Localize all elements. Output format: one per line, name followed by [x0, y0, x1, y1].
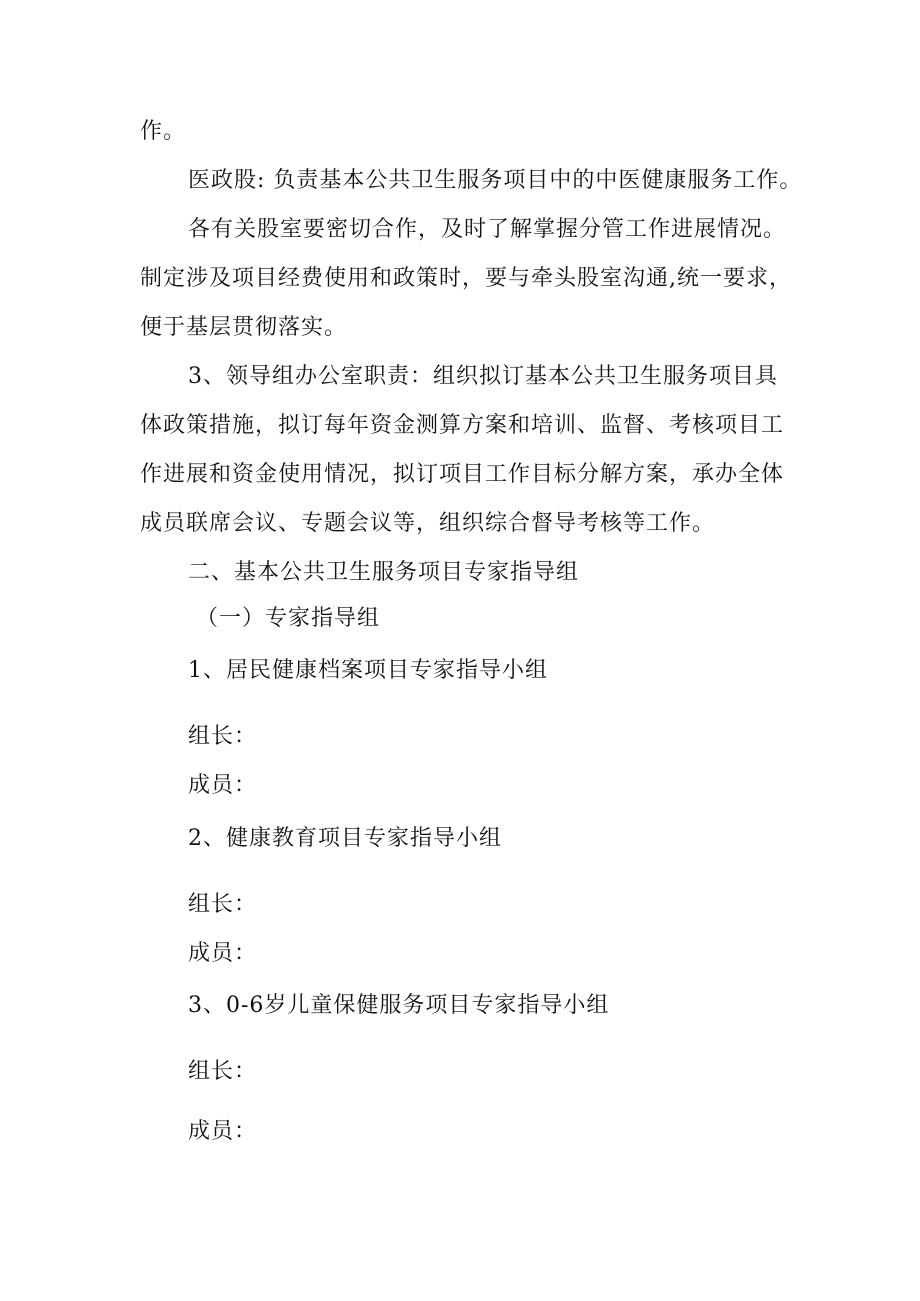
leader-label: 组长：: [188, 724, 258, 749]
leader-label: 组长：: [188, 1059, 258, 1084]
paragraph-line: 作进展和资金使用情况，拟订项目工作目标分解方案，承办全体: [140, 462, 785, 487]
members-label: 成员：: [188, 773, 258, 798]
paragraph-line: 各有关股室要密切合作，及时了解掌握分管工作进展情况。: [188, 217, 787, 242]
paragraph-line: 医政股: 负责基本公共卫生服务项目中的中医健康服务工作。: [188, 168, 803, 193]
paragraph-line: 便于基层贯彻落实。: [140, 315, 348, 340]
members-label: 成员：: [188, 1119, 258, 1144]
paragraph-line: 成员联席会议、专题会议等，组织综合督导考核等工作。: [140, 511, 716, 536]
group-heading: 3、0-6岁儿童保健服务项目专家指导小组: [188, 993, 610, 1018]
paragraph-line: 3、领导组办公室职责：组织拟订基本公共卫生服务项目具: [188, 364, 778, 389]
subsection-heading: （一）专家指导组: [196, 606, 381, 631]
paragraph-line: 制定涉及项目经费使用和政策时，要与牵头股室沟通,统一要求，: [140, 266, 792, 291]
paragraph-line: 作。: [140, 119, 187, 144]
members-label: 成员：: [188, 941, 258, 966]
leader-label: 组长：: [188, 892, 258, 917]
section-heading: 二、基本公共卫生服务项目专家指导组: [188, 560, 580, 585]
paragraph-line: 体政策措施，拟订每年资金测算方案和培训、监督、考核项目工: [140, 413, 785, 438]
group-heading: 2、健康教育项目专家指导小组: [188, 826, 502, 851]
group-heading: 1、居民健康档案项目专家指导小组: [188, 658, 548, 683]
